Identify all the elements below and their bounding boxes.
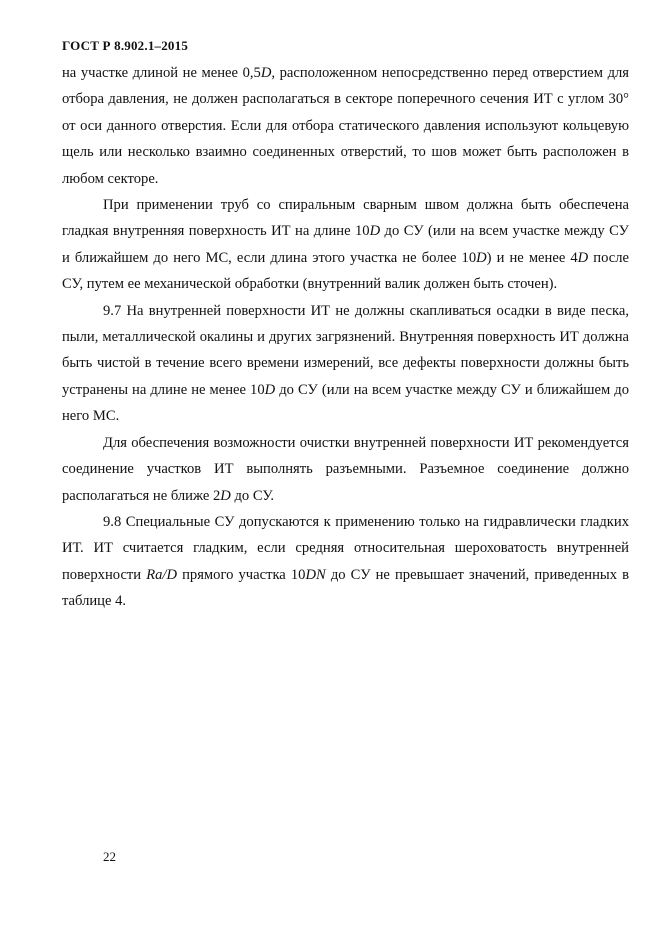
paragraph-text: до СУ не превышает значений, приведенных в таблице 4.: [62, 566, 629, 610]
math-symbol: Ra/D: [146, 566, 178, 583]
body-paragraph: [62, 60, 629, 192]
body-paragraph: [62, 298, 629, 430]
paragraph-text: до СУ.: [230, 487, 275, 504]
math-symbol: D: [220, 487, 231, 504]
paragraph-text: 9.8 Специальные СУ допускаются к применению только на гидравлически гладких ИТ. ИТ считается гладким, если средняя относительная шероховатость внутренней поверхности: [62, 513, 629, 583]
math-symbol: D: [264, 381, 276, 398]
body-paragraph: [62, 509, 629, 615]
math-symbol: D: [577, 249, 589, 266]
paragraph-text: При применении труб со спиральным сварным швом должна быть обеспечена гладкая внутренняя поверхность ИТ на длине 10: [62, 197, 629, 240]
paragraph-text: , расположенном непосредственно перед отверстием для отбора давления, не должен располагаться в секторе поперечного сечения ИТ с углом 30° от оси данного отверстия. Если для отбора статического давления используют кольцевую щель или несколько взаимно соединенных отверстий, то шов может быть расположен в любом секторе.: [62, 65, 629, 187]
math-symbol: DN: [305, 566, 326, 583]
math-symbol: D: [369, 223, 381, 240]
body-paragraph: [62, 192, 629, 298]
page-number: 22: [103, 849, 116, 864]
paragraph-text: Для обеспечения возможности очистки внутренней поверхности ИТ рекомендуется соединение участков ИТ выполнять разъемными. Разъемное соединение должно располагаться не ближе 2: [62, 434, 629, 504]
math-symbol: D: [476, 249, 487, 266]
math-symbol: D: [260, 65, 272, 81]
document-body: [62, 60, 629, 615]
paragraph-text: прямого участка 10: [177, 566, 306, 583]
document-header: ГОСТ Р 8.902.1–2015: [62, 38, 189, 53]
paragraph-text: до СУ (или на всем участке между СУ и ближайшем до него МС, если длина этого участка не более 10: [62, 223, 629, 266]
paragraph-text: после СУ, путем ее механической обработки (внутренний валик должен быть сточен).: [62, 249, 629, 293]
paragraph-text: ) и не менее 4: [486, 249, 578, 266]
paragraph-text: 9.7 На внутренней поверхности ИТ не должны скапливаться осадки в виде песка, пыли, металлической окалины и других загрязнений. Внутренняя поверхность ИТ должна быть чистой в течение всего времени измерений, все дефекты поверхности должны быть устранены на длине не менее 10: [62, 302, 629, 398]
paragraph-text: до СУ (или на всем участке между СУ и ближайшем до него МС.: [62, 381, 630, 425]
paragraph-text: на участке длиной не менее 0,5: [62, 65, 261, 81]
body-paragraph: [62, 430, 629, 509]
